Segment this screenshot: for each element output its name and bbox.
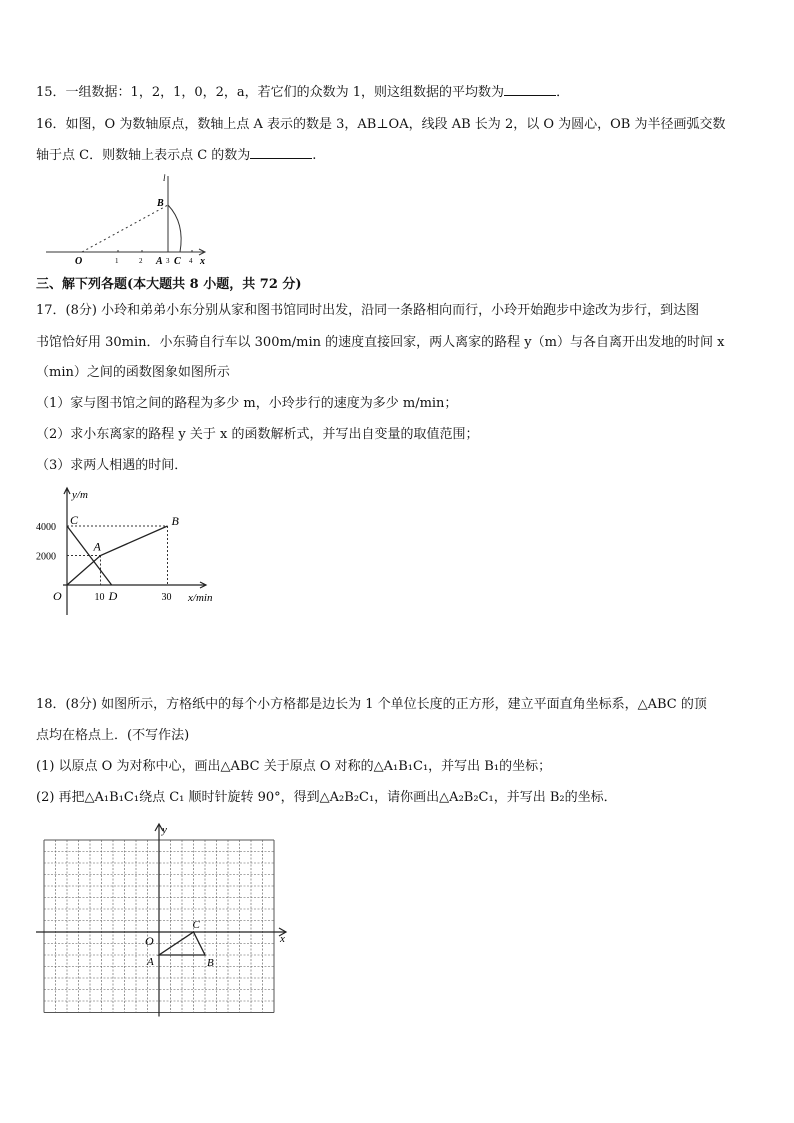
y-axis-label: y/m [72, 489, 88, 501]
tick-4: 4 [189, 257, 193, 265]
question-18-line2 [36, 727, 189, 745]
answer-blank [504, 83, 556, 96]
series-line-1 [67, 526, 112, 585]
question-18-part1 [36, 758, 551, 776]
q16-line2-text: 轴于点 C．则数轴上表示点 C 的数为 [36, 148, 251, 163]
question-18-line1 [36, 696, 707, 714]
distance-time-chart [34, 484, 234, 619]
q16-line1-text: 16．如图，O 为数轴原点，数轴上点 A 表示的数是 3，AB⊥OA，线段 AB 长为 2，以 O 为圆心，OB 为半径画弧交数 [36, 117, 726, 132]
label-c: C [174, 256, 181, 267]
q17-part1-text: （1）家与图书馆之间的路程为多少 m，小玲步行的速度为多少 m/min； [36, 396, 458, 411]
tick-1: 1 [115, 257, 119, 265]
answer-blank [250, 146, 312, 159]
section-title: 三、解下列各题(本大题共 8 小题，共 72 分) [36, 277, 302, 292]
label-a: A [156, 256, 163, 267]
question-17-part1 [36, 395, 457, 413]
q18-part2-text: (2) 再把△A₁B₁C₁绕点 C₁ 顺时针旋转 90°，得到△A₂B₂C₁，请你画出△A₂B₂C₁，并写出 B₂的坐标． [36, 790, 617, 805]
label-origin: O [145, 934, 154, 948]
tick-3: 3 [166, 257, 170, 265]
label-l: l [163, 173, 166, 183]
question-17-part3 [36, 457, 187, 475]
q18-line2-text: 点均在格点上．(不写作法) [36, 728, 190, 743]
label-x: x [280, 933, 285, 945]
coordinate-grid [36, 818, 296, 1018]
q17-part3-text: （3）求两人相遇的时间． [36, 458, 188, 473]
section-heading [36, 276, 302, 294]
question-16-line2 [36, 146, 316, 165]
series-line-0 [67, 526, 168, 585]
q15-end: ． [556, 85, 570, 100]
x-tick-label-0: 10 [94, 592, 105, 603]
question-17-line2 [36, 334, 724, 352]
point-label-c: C [70, 513, 79, 527]
point-label-d: D [108, 589, 118, 603]
y-tick-label-0: 2000 [36, 551, 56, 563]
q17-line1-text: 17．(8分) 小玲和弟弟小东分别从家和图书馆同时出发，沿同一条路相向而行，小玲开始跑步中途改为步行，到达图 [36, 303, 700, 318]
label-a: A [147, 956, 154, 968]
question-17-part2 [36, 426, 478, 444]
label-b: B [157, 198, 164, 209]
q18-line1-text: 18．(8分) 如图所示，方格纸中的每个小方格都是边长为 1 个单位长度的正方形，建立平面直角坐标系，△ABC 的顶 [36, 697, 707, 712]
y-tick-label-1: 4000 [36, 522, 56, 533]
origin-label: O [53, 589, 62, 603]
point-label-a: A [93, 539, 101, 554]
q15-text: 15．一组数据：1，2，1，0，2，a，若它们的众数为 1，则这组数据的平均数为 [36, 85, 505, 100]
label-y: y [162, 824, 167, 836]
label-o: O [75, 256, 83, 267]
tick-2: 2 [139, 257, 143, 265]
question-15 [36, 83, 569, 102]
segment-ob [82, 205, 168, 252]
number-line-figure [40, 168, 220, 268]
label-x: x [200, 256, 205, 267]
question-18-part2 [36, 789, 617, 807]
q17-line3-text: （min）之间的函数图象如图所示 [36, 365, 230, 380]
label-c: C [192, 919, 200, 931]
arc-bc [168, 205, 181, 252]
x-tick-label-1: 30 [161, 592, 172, 603]
q16-end: . [312, 148, 317, 163]
x-axis-label: x/min [188, 592, 213, 604]
point-label-b: B [171, 514, 179, 528]
question-17-line3 [36, 364, 230, 382]
question-16-line1 [36, 116, 725, 134]
q17-line2-text: 书馆恰好用 30min．小东骑自行车以 300m/min 的速度直接回家，两人离家的路程 y（m）与各自离开出发地的时间 x [36, 335, 725, 350]
question-17-line1 [36, 302, 699, 320]
q18-part1-text: (1) 以原点 O 为对称中心，画出△ABC 关于原点 O 对称的△A₁B₁C₁，并写出 B₁的坐标； [36, 759, 552, 774]
q17-part2-text: （2）求小东离家的路程 y 关于 x 的函数解析式，并写出自变量的取值范围； [36, 427, 479, 442]
label-b: B [207, 957, 214, 969]
